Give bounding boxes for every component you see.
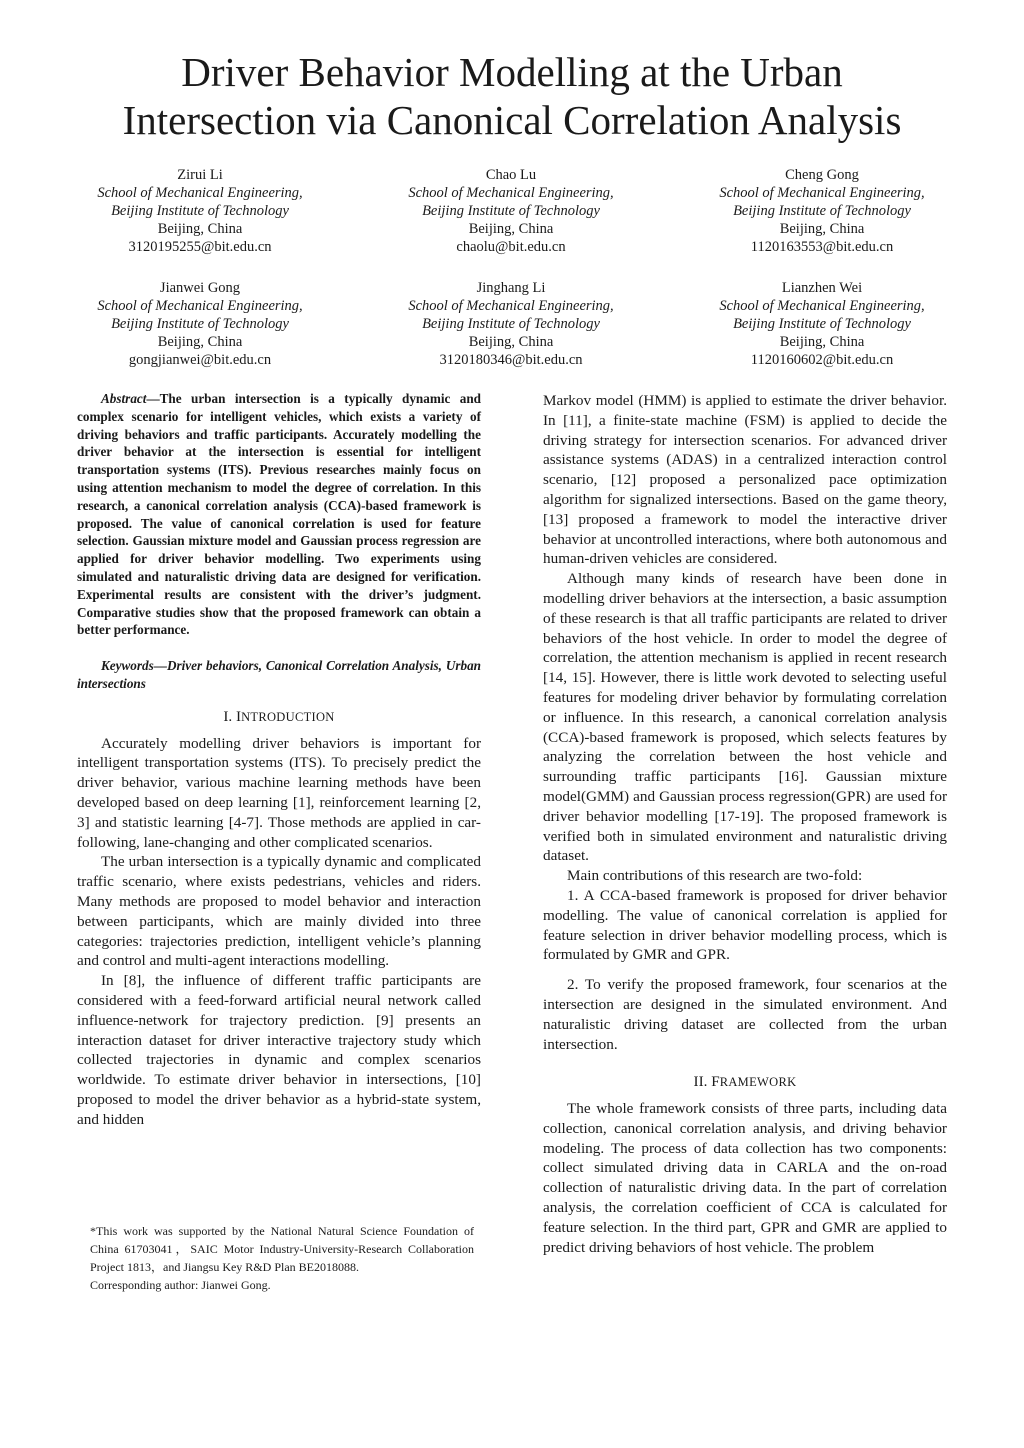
author-dept: School of Mechanical Engineering, (97, 298, 303, 314)
abstract-label: Abstract (101, 391, 147, 406)
intro-paragraph-2: The urban intersection is a typically dynamic and complicated traffic scenario, where exists pedestrians, vehicles and riders. Many methods are proposed to model behavior and interaction between participants, which are mainly divided into three categories: trajectories prediction, intelligent vehicle’s planning and control and multi-agent interactions modelling. (77, 853, 481, 970)
author-email: chaolu@bit.edu.cn (456, 239, 566, 255)
author-location: Beijing, China (157, 221, 243, 237)
section-heading-framework: II. FRAMEWORK (693, 1073, 797, 1091)
author-email: 3120180346@bit.edu.cn (439, 352, 583, 368)
author-name: Lianzhen Wei (781, 280, 863, 296)
author-dept: School of Mechanical Engineering, (408, 185, 614, 201)
section-heading-introduction: I. INTRODUCTION (223, 707, 335, 725)
author-block-1 (50, 166, 350, 256)
intro-paragraph-3: In [8], the influence of different traffic participants are considered with a feed-forward artificial neural network called influence-network for trajectory prediction. [9] presents an interaction dataset for driver interactive trajectory study which collected trajectories in dynamic and complex scenarios worldwide. To estimate driver behavior in intersections, [10] proposed to model the driver behavior as a hybrid-state system, and hidden (77, 972, 481, 1128)
author-block-2 (361, 166, 661, 256)
title-line-1: Driver Behavior Modelling at the Urban (181, 49, 843, 95)
abstract (77, 390, 481, 639)
author-location: Beijing, China (157, 334, 243, 350)
keywords-text: —Driver behaviors, Canonical Correlation Analysis, Urban intersections (77, 658, 481, 691)
framework-paragraph-1: The whole framework consists of three parts, including data collection, canonical correlation analysis, and driving behavior modeling. The process of data collection has two components: collect simulated driving data in CARLA and the on-road collection of naturalistic driving data. In the part of correlation analysis, the correlation coefficient of CCA is calculated for feature selection. In the third part, GPR and GMR are applied to predict driving behaviors of host vehicle. The problem (543, 1100, 947, 1256)
author-institution: Beijing Institute of Technology (111, 203, 289, 219)
author-email: 3120195255@bit.edu.cn (128, 239, 272, 255)
author-name: Zirui Li (177, 167, 223, 183)
author-dept: School of Mechanical Engineering, (719, 185, 925, 201)
contribution-1: 1. A CCA-based framework is proposed for driver behavior modelling. The value of canonical correlation is applied for feature selection in driver behavior modelling process, which is formulated by GMR and GPR. (543, 886, 947, 964)
author-institution: Beijing Institute of Technology (422, 203, 600, 219)
author-block-6 (672, 279, 972, 369)
paper-title (60, 48, 964, 144)
author-email: 1120160602@bit.edu.cn (750, 352, 894, 368)
intro-paragraph-1: Accurately modelling driver behaviors is important for intelligent transportation systems (ITS). To precisely predict the driver behavior, various machine learning methods have been developed based on deep learning [1], reinforcement learning [2, 3] and statistic learning [4-7]. Those methods are applied in car-following, lane-changing and other complicated scenarios. (77, 734, 481, 851)
contributions-intro: Main contributions of this research are two-fold: (567, 867, 863, 885)
author-block-3 (672, 166, 972, 256)
author-location: Beijing, China (779, 334, 865, 350)
author-name: Chao Lu (485, 167, 537, 183)
author-name: Cheng Gong (785, 167, 859, 183)
author-dept: School of Mechanical Engineering, (408, 298, 614, 314)
author-name: Jinghang Li (476, 280, 546, 296)
right-column (543, 391, 947, 1257)
author-location: Beijing, China (468, 221, 554, 237)
footnote-corresponding: Corresponding author: Jianwei Gong. (90, 1278, 271, 1292)
author-institution: Beijing Institute of Technology (733, 316, 911, 332)
author-location: Beijing, China (468, 334, 554, 350)
footnote-funding: *This work was supported by the National Natural Science Foundation of China 61703041，SAIC Motor Industry-University-Research Collaboration Project 1813，and Jiangsu Key R&D Plan BE2018088. (90, 1224, 474, 1274)
author-name: Jianwei Gong (159, 280, 241, 296)
author-institution: Beijing Institute of Technology (733, 203, 911, 219)
footnote (90, 1222, 474, 1294)
left-column (77, 390, 481, 1129)
author-email: gongjianwei@bit.edu.cn (128, 352, 272, 368)
author-block-5 (361, 279, 661, 369)
abstract-text: —The urban intersection is a typically dynamic and complex scenario for intelligent vehicles, which exists a variety of driving behaviors and traffic participants. Accurately modelling the driver behavior at the intersection is essential for intelligent transportation systems (ITS). Previous researches mainly focus on using attention mechanism to model the degree of correlation. In this research, a canonical correlation analysis (CCA)-based framework is proposed. The value of canonical correlation is used for feature selection. Gaussian mixture model and Gaussian process regression are applied for driver behavior modelling. Two experiments using simulated and naturalistic driving data are designed for verification. Experimental results are consistent with the driver’s judgment. Comparative studies show that the proposed framework can obtain a better performance. (77, 391, 481, 638)
right-paragraph-2: Although many kinds of research have been done in modelling driver behaviors at the intersection, a basic assumption of these research is that all traffic participants are related to driver behaviors of the host vehicle. In order to model the degree of correlation, the attention mechanism is applied in recent research [14, 15]. However, there is little work devoted to selecting useful features for modeling driver behavior by formulating correlation or influence. In this research, a canonical correlation analysis (CCA)-based framework is proposed, which selects features by analyzing the correlation between the host vehicle and surrounding traffic participants [16]. Gaussian mixture model(GMM) and Gaussian process regression(GPR) are used for driver behavior modelling [17-19]. The proposed framework is verified both in simulated environment and naturalistic driving dataset. (543, 570, 947, 865)
author-institution: Beijing Institute of Technology (422, 316, 600, 332)
keywords (77, 657, 481, 693)
author-institution: Beijing Institute of Technology (111, 316, 289, 332)
author-dept: School of Mechanical Engineering, (719, 298, 925, 314)
author-email: 1120163553@bit.edu.cn (750, 239, 894, 255)
keywords-label: Keywords (101, 658, 154, 674)
contribution-2: 2. To verify the proposed framework, four scenarios at the intersection are designed in the simulated environment. And naturalistic driving dataset are collected from the urban intersection. (543, 976, 947, 1053)
title-line-2: Intersection via Canonical Correlation Analysis (122, 97, 902, 143)
right-paragraph-1: Markov model (HMM) is applied to estimate the driver behavior. In [11], a finite-state machine (FSM) is applied to decide the driving strategy for intersection scenarios. For advanced driver assistance systems (ADAS) in a centralized interaction control scenario, [12] proposed a personalized pace optimization algorithm for signalized intersections. Based on the game theory, [13] proposed a framework to model the interactive driver behavior at uncontrolled interactions, where both autonomous and human-driven vehicles are considered. (543, 392, 947, 568)
author-dept: School of Mechanical Engineering, (97, 185, 303, 201)
author-block-4 (50, 279, 350, 369)
author-location: Beijing, China (779, 221, 865, 237)
